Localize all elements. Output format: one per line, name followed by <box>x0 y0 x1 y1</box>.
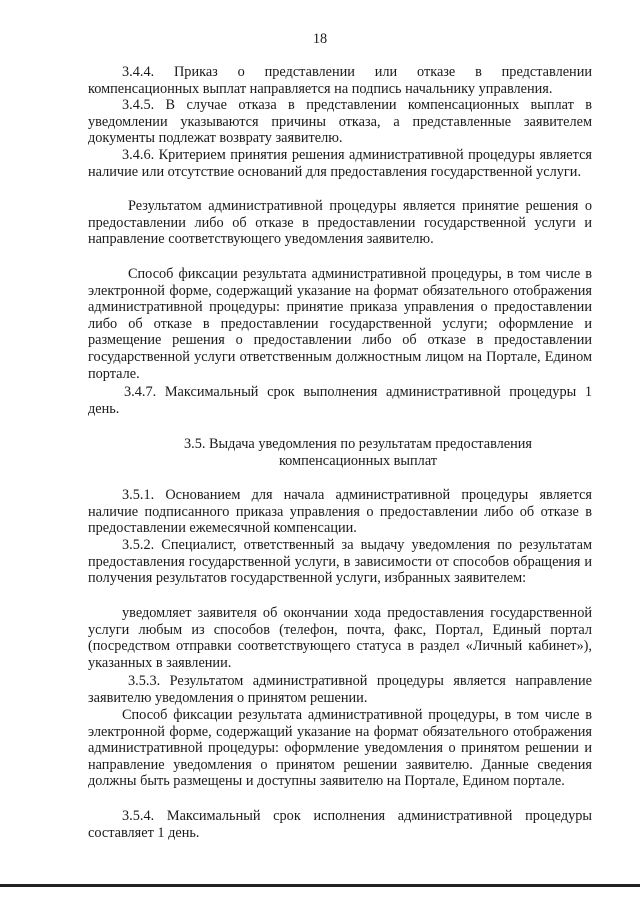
paragraph-fixation-method-2: Способ фиксации результата административной процедуры, в том числе в электронной форме, содержащий указание на формат обязательного отображения административной процедуры: оформление уведомления о принятом решении и направление уведомления о принятом решении заявителю. Данные сведения должны быть размещены и доступны заявителю на Портале, Едином портале. <box>88 707 592 790</box>
paragraph-3-4-6: 3.4.6. Критерием принятия решения административной процедуры является наличие или отсутствие оснований для предоставления государственной услуги. <box>88 147 592 180</box>
paragraph-3-4-7: 3.4.7. Максимальный срок выполнения административной процедуры 1 день. <box>88 384 592 417</box>
page-number: 18 <box>312 31 328 47</box>
paragraph-3-5-1: 3.5.1. Основанием для начала административной процедуры является наличие подписанного приказа управления о предоставлении либо об отказе в предоставлении ежемесячной компенсации. <box>88 487 592 537</box>
paragraph-3-5-4: 3.5.4. Максимальный срок исполнения административной процедуры составляет 1 день. <box>88 808 592 841</box>
bottom-rule <box>0 884 640 887</box>
section-heading-line-2: компенсационных выплат <box>278 453 438 469</box>
paragraph-notify: уведомляет заявителя об окончании хода предоставления государственной услуги любым из способов (телефон, почта, факс, Портал, Единый портал (посредством отправки соответствующего статуса в раздел «Личный кабинет»), указанных в заявлении. <box>88 605 592 671</box>
paragraph-result: Результатом административной процедуры является принятие решения о предоставлении либо об отказе в предоставлении государственной услуги и направление соответствующего уведомления заявителю. <box>88 198 592 248</box>
section-heading-line-1: 3.5. Выдача уведомления по результатам предоставления <box>184 436 532 452</box>
paragraph-3-4-5: 3.4.5. В случае отказа в представлении компенсационных выплат в уведомлении указываются причины отказа, а представленные заявителем документы подлежат возврату заявителю. <box>88 97 592 147</box>
paragraph-fixation-method: Способ фиксации результата административной процедуры, в том числе в электронной форме, содержащий указание на формат обязательного отображения административной процедуры: принятие приказа управления о предоставлении либо об отказе в предоставлении государственной услуги; оформление и размещение решения о предоставлении либо об отказе в предоставлении государственной услуги ответственным должностным лицом на Портале, Едином портале. <box>88 266 592 382</box>
paragraph-3-5-3: 3.5.3. Результатом административной процедуры является направление заявителю уведомления о принятом решении. <box>88 673 592 706</box>
paragraph-3-4-4: 3.4.4. Приказ о представлении или отказе в представлении компенсационных выплат направляется на подпись начальнику управления. <box>88 64 592 97</box>
paragraph-3-5-2: 3.5.2. Специалист, ответственный за выдачу уведомления по результатам предоставления государственной услуги, в зависимости от способов обращения и получения результатов государственной услуги, избранных заявителем: <box>88 537 592 587</box>
